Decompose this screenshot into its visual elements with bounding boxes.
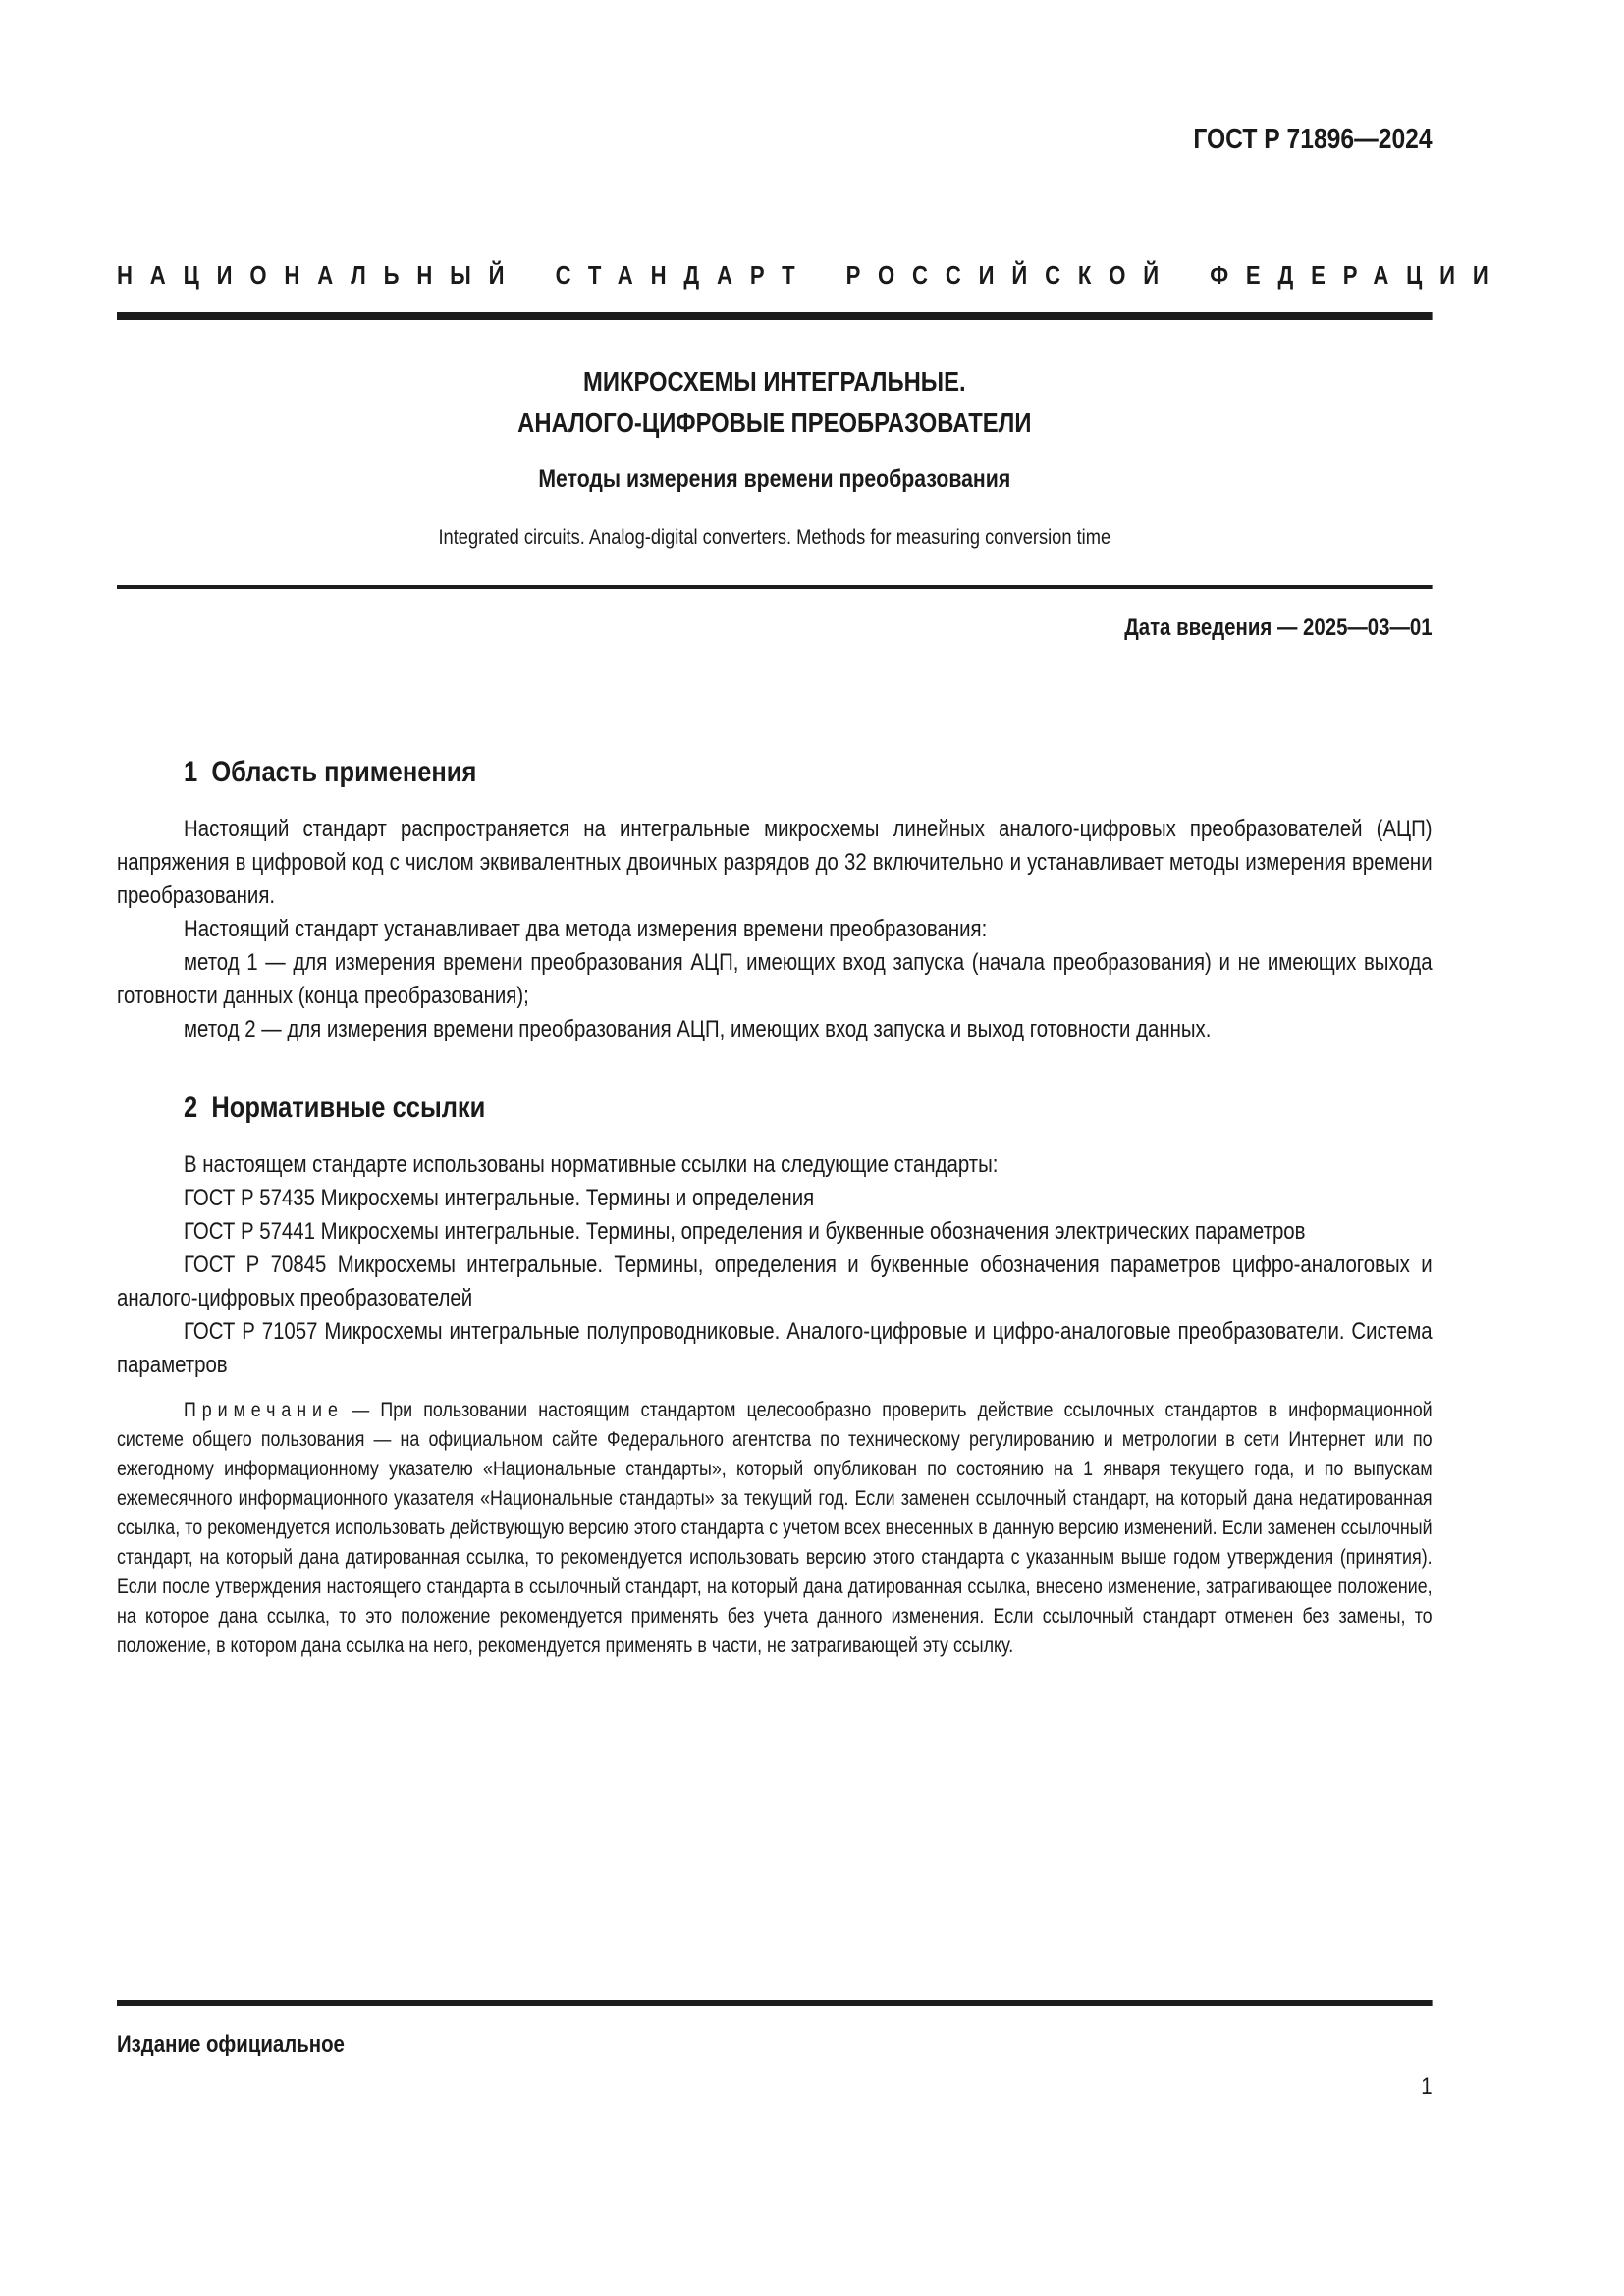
document-subtitle: Методы измерения времени преобразования	[538, 465, 1011, 493]
standard-type-heading: НАЦИОНАЛЬНЫЙ СТАНДАРТ РОССИЙСКОЙ ФЕДЕРАЦИИ	[117, 260, 1506, 290]
section-scope-heading: 1 Область применения	[184, 756, 477, 788]
official-edition-label: Издание официальное	[117, 2031, 345, 2057]
paragraph: метод 2 — для измерения времени преобразования АЦП, имеющих вход запуска и выход готовности данных.	[184, 1016, 1212, 1042]
document-title-line2: АНАЛОГО-ЦИФРОВЫЕ ПРЕОБРАЗОВАТЕЛИ	[517, 407, 1032, 438]
section-scope	[117, 754, 1433, 1046]
document-title-line1: МИКРОСХЕМЫ ИНТЕГРАЛЬНЫЕ.	[583, 366, 966, 397]
title-rule	[117, 585, 1433, 589]
page-number: 1	[1421, 2073, 1433, 2100]
paragraph: метод 1 — для измерения времени преобразования АЦП, имеющих вход запуска (начала преобразования) и не имеющих выхода готовности данных (конца преобразования);	[117, 949, 1433, 1009]
note-label: Примечание	[184, 1399, 344, 1421]
page-footer	[117, 2000, 1433, 2101]
header-rule	[117, 312, 1433, 320]
document-title-english: Integrated circuits. Analog-digital converters. Methods for measuring conversion time	[438, 525, 1111, 549]
paragraph: Настоящий стандарт распространяется на интегральные микросхемы линейных аналого-цифровых преобразователей (АЦП) напряжения в цифровой код с числом эквивалентных двоичных разрядов до 32 включительно и устанавливает методы измерения времени преобразования.	[117, 816, 1433, 909]
footer-rule	[117, 2000, 1433, 2006]
doc-code: ГОСТ Р 71896—2024	[1193, 124, 1433, 155]
reference-item: ГОСТ Р 71057 Микросхемы интегральные полупроводниковые. Аналого-цифровые и цифро-аналоговые преобразователи. Система параметров	[117, 1318, 1433, 1378]
document-content	[117, 0, 1506, 2296]
paragraph: Настоящий стандарт устанавливает два метода измерения времени преобразования:	[184, 916, 988, 942]
note-text: — При пользовании настоящим стандартом целесообразно проверить действие ссылочных стандартов в информационной системе общего пользования — на официальном сайте Федерального агентства по техническому регулированию и метрологии в сети Интернет или по ежегодному информационному указателю «Национальные стандарты», который опубликован по состоянию на 1 января текущего года, и по выпускам ежемесячного информационного указателя «Национальные стандарты» за текущий год. Если заменен ссылочный стандарт, на который дана недатированная ссылка, то рекомендуется использовать действующую версию этого стандарта с учетом всех внесенных в данную версию изменений. Если заменен ссылочный стандарт, на который дана датированная ссылка, то рекомендуется использовать версию этого стандарта с указанным выше годом утверждения (принятия). Если после утверждения настоящего стандарта в ссылочный стандарт, на который дана датированная ссылка, внесено изменение, затрагивающее положение, на которое дана ссылка, то это положение рекомендуется применять без учета данного изменения. Если ссылочный стандарт отменен без замены, то положение, в котором дана ссылка на него, рекомендуется применять в части, не затрагивающей эту ссылку.	[117, 1399, 1433, 1657]
reference-item: ГОСТ Р 57441 Микросхемы интегральные. Термины, определения и буквенные обозначения электрических параметров	[184, 1218, 1306, 1245]
note-paragraph	[117, 1396, 1433, 1661]
section-references-heading: 2 Нормативные ссылки	[184, 1092, 486, 1124]
reference-item: ГОСТ Р 70845 Микросхемы интегральные. Термины, определения и буквенные обозначения параметров цифро-аналоговых и аналого-цифровых преобразователей	[117, 1252, 1433, 1311]
paragraph: В настоящем стандарте использованы нормативные ссылки на следующие стандарты:	[184, 1151, 999, 1178]
reference-item: ГОСТ Р 57435 Микросхемы интегральные. Термины и определения	[184, 1185, 815, 1211]
section-normative-references	[117, 1090, 1433, 1661]
effective-date: Дата введения — 2025—03—01	[1124, 614, 1433, 641]
